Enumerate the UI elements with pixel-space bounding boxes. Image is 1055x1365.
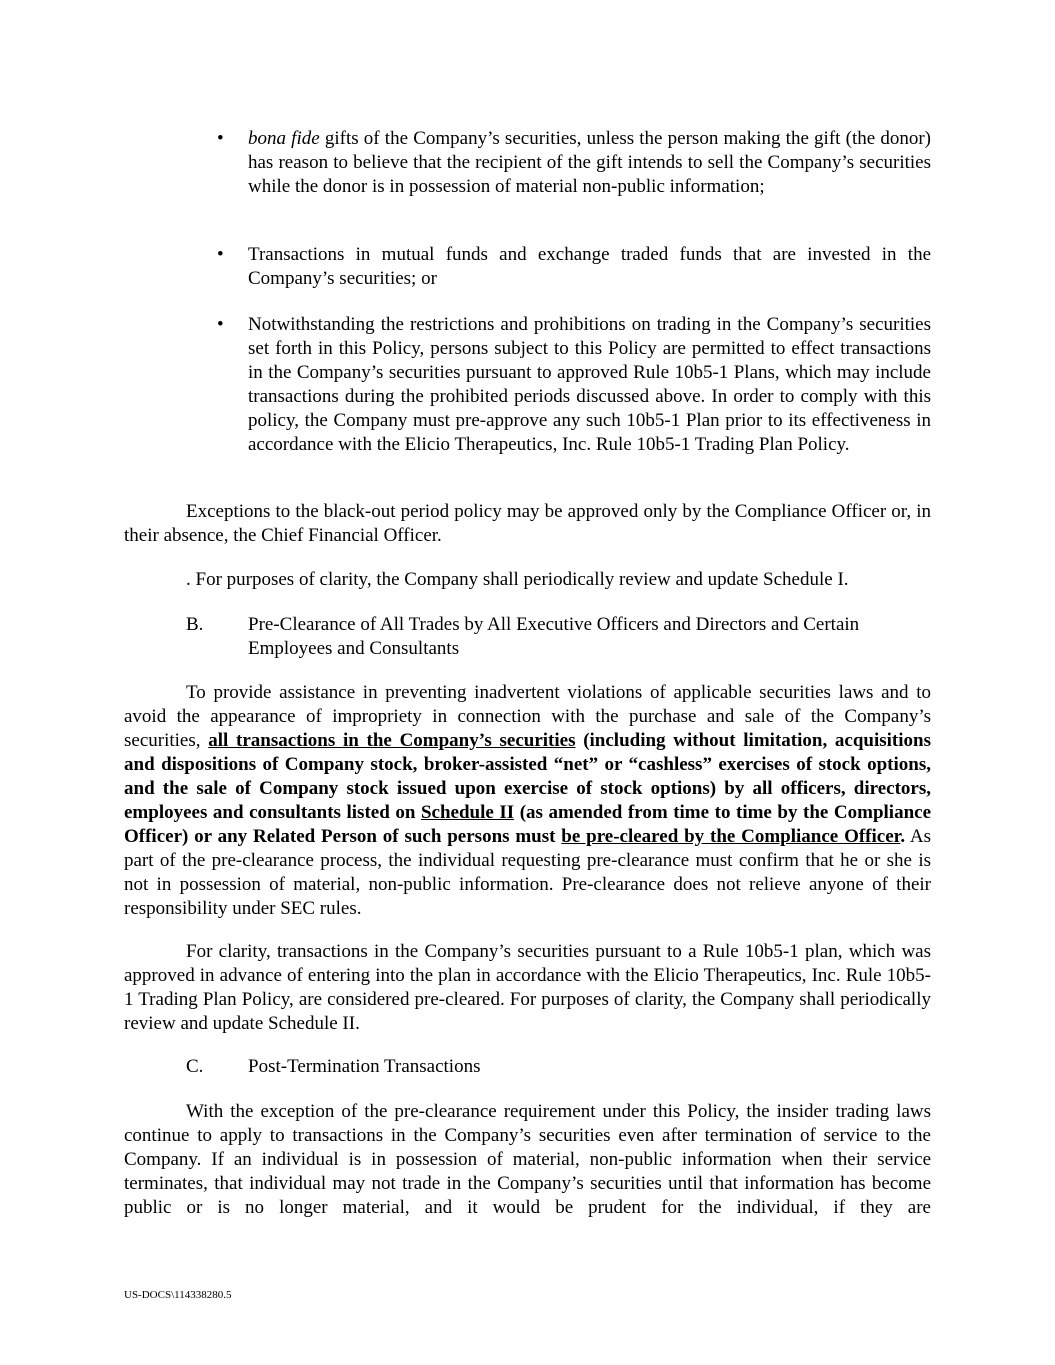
italic-lead: bona fide bbox=[248, 128, 320, 149]
bullet-icon: • bbox=[217, 128, 224, 149]
list-item bbox=[213, 313, 931, 481]
post-termination-paragraph: With the exception of the pre-clearance requirement under this Policy, the insider trading laws continue to apply to transactions in the Company’s securities even after termination of service to the Company. If an individual is in possession of material, non-public information when their service terminates, that individual may not trade in the Company’s securities until that information has become public or is no longer material, and it would be prudent for the individual, if they are bbox=[124, 1101, 931, 1218]
bullet-text: Transactions in mutual funds and exchange traded funds that are invested in the Company’s securities; or bbox=[248, 244, 931, 289]
list-item bbox=[213, 127, 931, 223]
document-footer-id: US-DOCS\114338280.5 bbox=[124, 1289, 232, 1301]
section-letter: B. bbox=[186, 614, 204, 635]
exceptions-paragraph: Exceptions to the black-out period policy may be approved only by the Compliance Officer or, in their absence, the Chief Financial Officer. bbox=[124, 501, 931, 546]
emphasis-pre-cleared: be pre-cleared by the Compliance Officer bbox=[561, 826, 901, 847]
section-c-heading bbox=[186, 1055, 931, 1079]
schedule-ii-reference: Schedule II bbox=[420, 802, 515, 823]
schedule-i-line: . For purposes of clarity, the Company shall periodically review and update Schedule I. bbox=[186, 569, 849, 590]
clarity-paragraph: For clarity, transactions in the Company’s securities pursuant to a Rule 10b5-1 plan, which was approved in advance of entering into the plan in accordance with the Elicio Therapeutics, Inc. Rule 10b5-1 Trading Plan Policy, are considered pre-cleared. For purposes of clarity, the Company shall periodically review and update Schedule II. bbox=[124, 941, 931, 1034]
section-title: Pre-Clearance of All Trades by All Executive Officers and Directors and Certain Employees and Consultants bbox=[248, 614, 860, 659]
bullet-icon: • bbox=[217, 244, 224, 265]
bullet-text: Notwithstanding the restrictions and prohibitions on trading in the Company’s securities set forth in this Policy, persons subject to this Policy are permitted to effect transactions in the Company’s securities pursuant to approved Rule 10b5-1 Plans, which may include transactions during the prohibited periods discussed above. In order to comply with this policy, the Company must pre-approve any such 10b5-1 Plan prior to its effectiveness in accordance with the Elicio Therapeutics, Inc. Rule 10b5-1 Trading Plan Policy. bbox=[248, 314, 931, 455]
section-b-heading bbox=[186, 613, 931, 661]
list-item bbox=[213, 243, 931, 291]
emphasis-all-transactions: all transactions in the Company’s securities bbox=[208, 730, 576, 751]
bullet-text: bona fide gifts of the Company’s securities, unless the person making the gift (the donor) has reason to believe that the recipient of the gift intends to sell the Company’s securities while the donor is in possession of material non-public information; bbox=[248, 128, 931, 197]
preclearance-paragraph: To provide assistance in preventing inadvertent violations of applicable securities laws and to avoid the appearance of impropriety in connection with the purchase and sale of the Company’s securities, all transactions in the Company’s securities (including without limitation, acquisitions and dispositions of Company stock, broker-assisted “net” or “cashless” exercises of stock options, and the sale of Company stock issued upon exercise of stock options) by all officers, directors, employees and consultants listed on Schedule II (as amended from time to time by the Compliance Officer) or any Related Person of such persons must be pre-cleared by the Compliance Officer. As part of the pre-clearance process, the individual requesting pre-clearance must confirm that he or she is not in possession of material, non-public information. Pre-clearance does not relieve anyone of their responsibility under SEC rules. bbox=[124, 682, 932, 919]
bullet-icon: • bbox=[217, 314, 224, 335]
section-title: Post-Termination Transactions bbox=[248, 1056, 481, 1077]
section-letter: C. bbox=[186, 1056, 204, 1077]
